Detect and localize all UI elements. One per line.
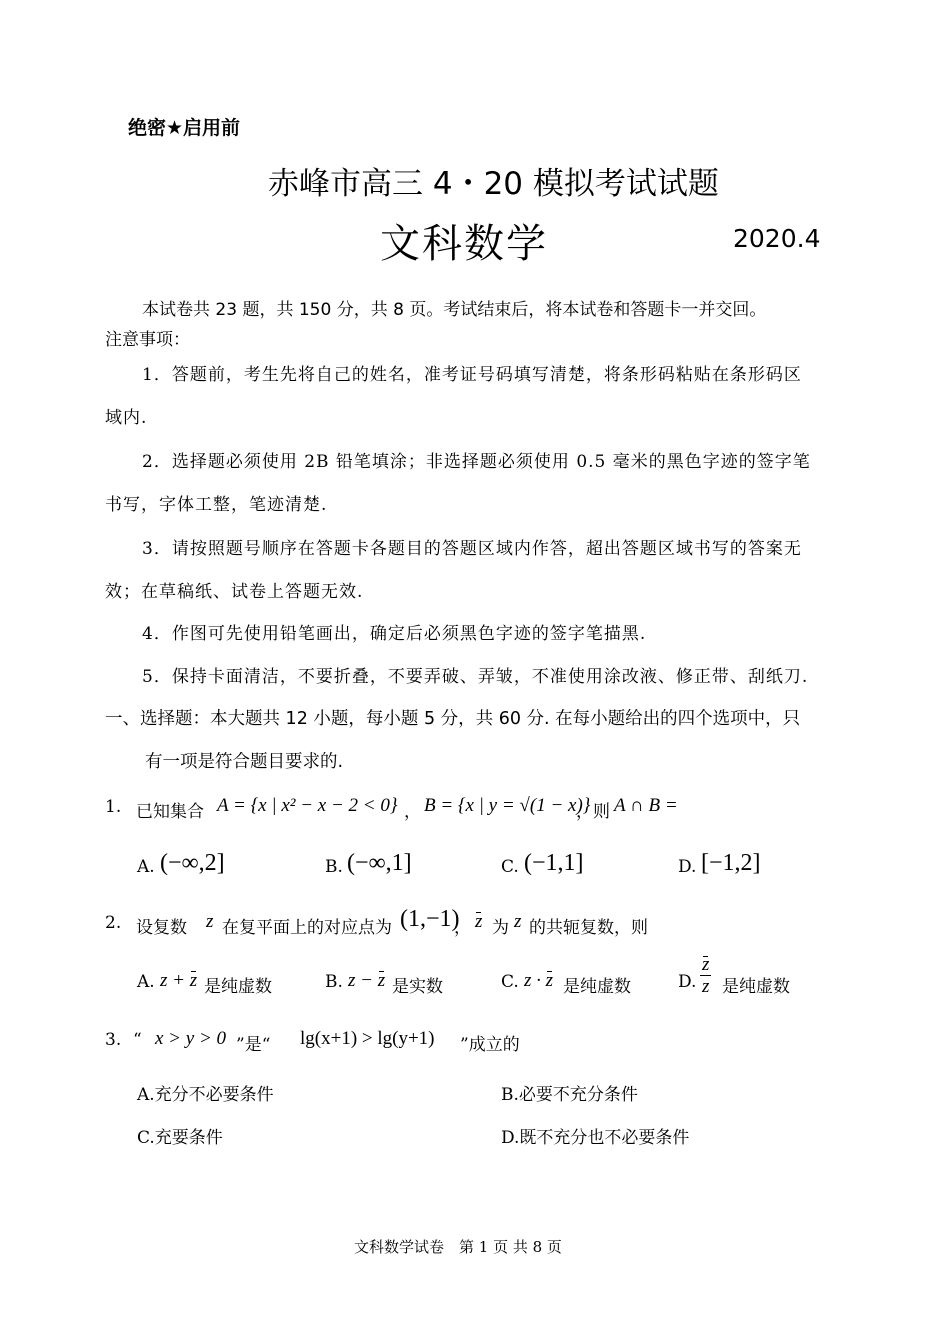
q1-option-b: (−∞,1] [347, 850, 412, 876]
q1-option-c: (−1,1] [524, 850, 584, 876]
question-2-z: z [206, 911, 214, 932]
q3-option-c: C.充要条件 [137, 1128, 223, 1148]
q1-option-d-label: D. [678, 857, 697, 877]
question-1-prefix: 已知集合 [136, 802, 204, 822]
q2-option-d-text: 是纯虚数 [722, 977, 790, 997]
question-2-z-again: z [514, 911, 522, 932]
q2-a-zbar: z [189, 970, 198, 991]
exam-title: 赤峰市高三 4・20 模拟考试试题 [268, 166, 719, 202]
section-heading-line1: 一、选择题：本大题共 12 小题，每小题 5 分，共 60 分. 在每小题给出的四个选项中，只 [105, 709, 801, 729]
q2-option-a-text: 是纯虚数 [204, 977, 272, 997]
question-1-number: 1. [105, 797, 122, 817]
question-2-number: 2. [105, 913, 122, 933]
q1-option-c-label: C. [501, 857, 519, 877]
q2-a-left: z + [160, 970, 190, 991]
page-footer: 文科数学试卷 第 1 页 共 8 页 [354, 1238, 562, 1256]
question-3-condition-2: lg(x+1) > lg(y+1) [300, 1028, 435, 1049]
question-1-set-b: B = {x | y = √(1 − x)} [424, 795, 591, 816]
question-3-open-quote: “ [133, 1030, 142, 1050]
notice-3-line1: 3．请按照题号顺序在答题卡各题目的答题区域内作答，超出答题区域书写的答案无 [142, 539, 802, 559]
notice-3-line2: 效；在草稿纸、试卷上答题无效. [105, 582, 364, 602]
question-2-text-3: ， [454, 918, 471, 938]
q1-option-b-label: B. [325, 857, 343, 877]
q2-d-zbar: z [702, 954, 710, 975]
q2-option-c-text: 是纯虚数 [563, 977, 631, 997]
section-heading-line2: 有一项是符合题目要求的. [145, 752, 344, 772]
q2-option-b-text: 是实数 [392, 977, 443, 997]
question-2-zbar [475, 911, 482, 933]
q1-option-a: (−∞,2] [160, 850, 225, 876]
notice-1-line1: 1．答题前，考生先将自己的姓名，准考证号码填写清楚，将条形码粘贴在条形码区 [142, 365, 802, 385]
q2-option-d-fraction [700, 955, 711, 996]
notice-4: 4．作图可先使用铅笔画出，确定后必须黑色字迹的签字笔描黑. [142, 624, 647, 644]
q3-option-b: B.必要不充分条件 [501, 1085, 638, 1105]
question-2-text-2: 在复平面上的对应点为 [222, 918, 392, 938]
fraction-numerator [700, 955, 711, 976]
q2-b-zbar: z [377, 970, 386, 991]
q2-option-c-expr [524, 970, 553, 992]
notice-1-line2: 域内. [105, 408, 148, 428]
question-3-number: 3. [105, 1030, 122, 1050]
q1-option-d: [−1,2] [701, 850, 761, 876]
question-3-tail: ”成立的 [460, 1035, 520, 1055]
question-1-suffix: ，则 [576, 802, 610, 822]
intro-text: 本试卷共 23 题，共 150 分，共 8 页。考试结束后，将本试卷和答题卡一并交回。 [142, 300, 767, 320]
q2-option-d-label: D. [678, 972, 697, 992]
question-1-separator: ， [404, 802, 421, 822]
q2-c-zbar: z [545, 970, 554, 991]
secrecy-label: 绝密★启用前 [128, 117, 241, 139]
question-2-text-5: 的共轭复数，则 [529, 918, 648, 938]
q3-option-d: D.既不充分也不必要条件 [501, 1128, 690, 1148]
subject-title: 文科数学 [380, 221, 548, 267]
question-2-text-4: 为 [492, 918, 509, 938]
question-2-point: (1,−1) [400, 906, 460, 932]
question-1-set-a: A = {x | x² − x − 2 < 0} [217, 795, 398, 816]
q2-option-a-expr [160, 970, 197, 992]
question-1-ask: A ∩ B = [614, 795, 678, 816]
q2-option-c-label: C. [501, 972, 519, 992]
q2-option-b-label: B. [325, 972, 343, 992]
conjugate-z: z [475, 911, 483, 932]
notice-5: 5．保持卡面清洁，不要折叠，不要弄破、弄皱，不准使用涂改液、修正带、刮纸刀. [142, 667, 809, 687]
exam-date: 2020.4 [733, 224, 821, 253]
q1-option-a-label: A. [137, 857, 155, 877]
fraction [700, 955, 711, 996]
notice-2-line2: 书写，字体工整，笔迹清楚. [105, 495, 328, 515]
q2-c-left: z · [524, 970, 546, 991]
q2-option-a-label: A. [137, 972, 155, 992]
notice-2-line1: 2．选择题必须使用 2B 铅笔填涂；非选择题必须使用 0.5 毫米的黑色字迹的签字笔 [142, 452, 811, 472]
question-2-text-1: 设复数 [136, 918, 187, 938]
question-3-middle: ”是“ [236, 1035, 271, 1055]
fraction-denominator: z [702, 976, 710, 997]
notice-title: 注意事项： [105, 330, 190, 350]
q2-b-left: z − [348, 970, 378, 991]
question-3-condition-1: x > y > 0 [155, 1028, 227, 1049]
q3-option-a: A.充分不必要条件 [137, 1085, 274, 1105]
q2-option-b-expr [348, 970, 385, 992]
